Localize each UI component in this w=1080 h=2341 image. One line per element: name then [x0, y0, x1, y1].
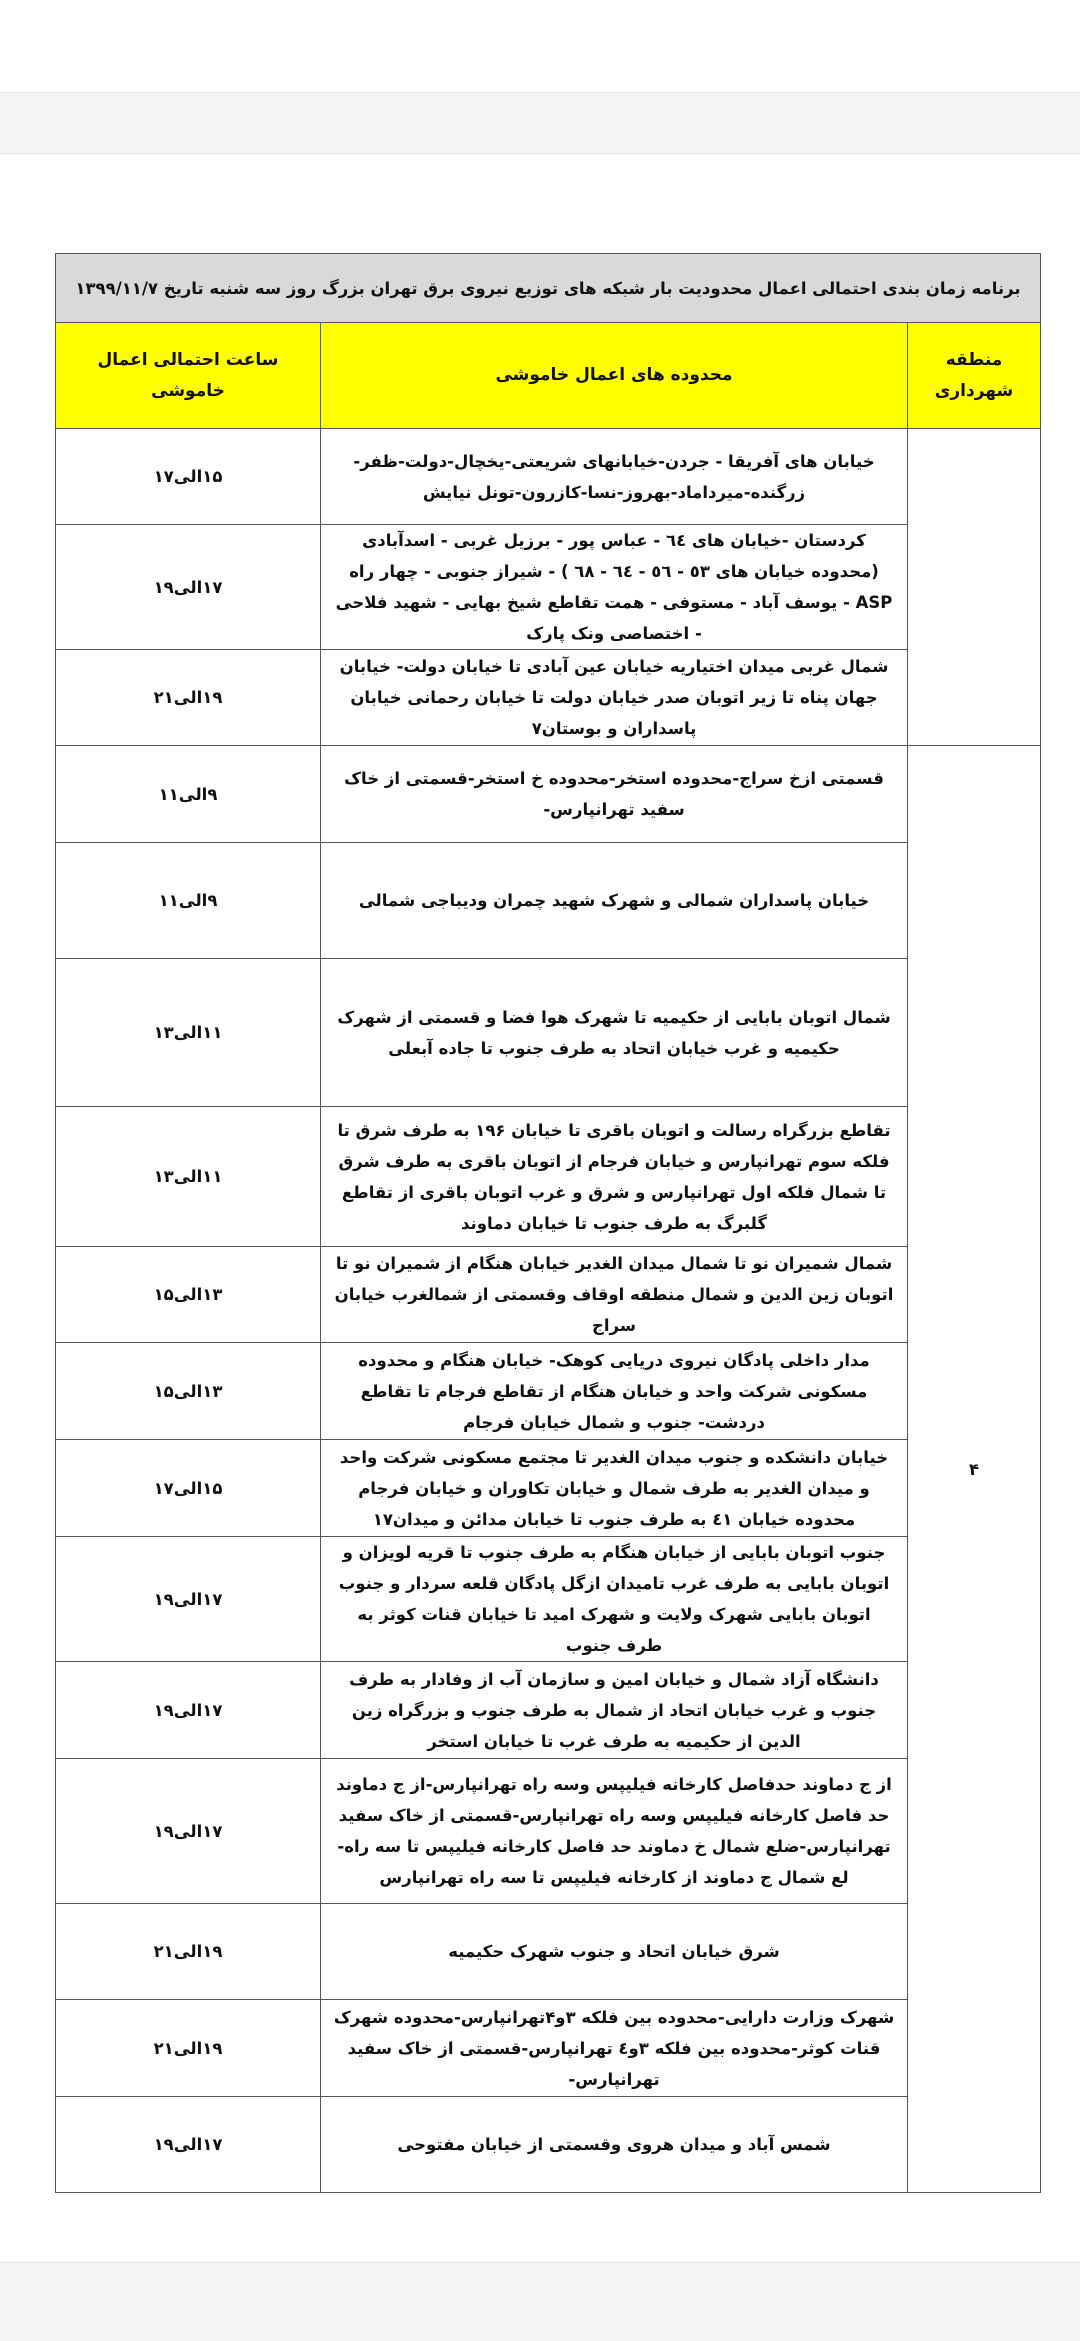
header-area: محدوده های اعمال خاموشی	[321, 323, 908, 429]
table-row	[56, 429, 1041, 525]
table-row	[56, 525, 1041, 650]
table-row	[56, 1662, 1041, 1759]
top-blank-area	[0, 0, 1080, 92]
time-cell: ۱۱الی۱۳	[56, 1107, 321, 1247]
time-cell: ۹الی۱۱	[56, 746, 321, 843]
time-cell: ۱۱الی۱۳	[56, 959, 321, 1107]
top-toolbar-band	[0, 92, 1080, 154]
document-page	[55, 253, 1040, 2193]
time-cell: ۱۳الی۱۵	[56, 1343, 321, 1440]
zone-cell: ۴	[908, 746, 1041, 2193]
table-row	[56, 650, 1041, 746]
time-cell: ۱۵الی۱۷	[56, 429, 321, 525]
table-title: برنامه زمان بندی احتمالی اعمال محدودیت بار شبکه های توزیع نیروی برق تهران بزرگ روز سه شنبه تاریخ ۱۳۹۹/۱۱/۷	[56, 254, 1041, 323]
table-row	[56, 1343, 1041, 1440]
time-cell: ۱۹الی۲۱	[56, 2000, 321, 2097]
table-row	[56, 843, 1041, 959]
table-row	[56, 1440, 1041, 1537]
time-cell: ۱۷الی۱۹	[56, 525, 321, 650]
area-cell: شهرک وزارت دارایی-محدوده بین فلکه ۳و۴تهرانپارس-محدوده شهرک قنات کوثر-محدوده بین فلکه ۳و٤ تهرانپارس-قسمتی از خاک سفید تهرانپارس-	[321, 2000, 908, 2097]
area-cell: شمال غربی میدان اختیاریه خیابان عین آبادی تا خیابان دولت- خیابان جهان پناه تا زیر اتوبان صدر خیابان دولت تا خیابان رحمانی خیابان پاسداران و بوستان۷	[321, 650, 908, 746]
table-row	[56, 1537, 1041, 1662]
table-title-row	[56, 254, 1041, 323]
table-row	[56, 1904, 1041, 2000]
outage-schedule-table	[55, 253, 1041, 2193]
table-row	[56, 1759, 1041, 1904]
table-header-row	[56, 323, 1041, 429]
time-cell: ۱۷الی۱۹	[56, 2097, 321, 2193]
area-cell: دانشگاه آزاد شمال و خیابان امین و سازمان آب از وفادار به طرف جنوب و غرب خیابان اتحاد از شمال به طرف جنوب و بزرگراه زین الدین از حکیمیه به طرف غرب تا خیابان استخر	[321, 1662, 908, 1759]
time-cell: ۹الی۱۱	[56, 843, 321, 959]
area-cell: از ج دماوند حدفاصل کارخانه فیلیپس وسه راه تهرانپارس-از ج دماوند حد فاصل کارخانه فیلیپس وسه راه تهرانپارس-قسمتی از خاک سفید تهرانپارس-ضلع شمال خ دماوند حد فاصل کارخانه فیلیپس تا سه راه-لع شمال ج دماوند از کارخانه فیلیپس تا سه راه تهرانپارس	[321, 1759, 908, 1904]
table-row	[56, 959, 1041, 1107]
area-cell: شرق خیابان اتحاد و جنوب شهرک حکیمیه	[321, 1904, 908, 2000]
time-cell: ۱۷الی۱۹	[56, 1759, 321, 1904]
table-row	[56, 2000, 1041, 2097]
area-cell: شمس آباد و میدان هروی وقسمتی از خیابان مفتوحی	[321, 2097, 908, 2193]
area-cell: جنوب اتوبان بابایی از خیابان هنگام به طرف جنوب تا قریه لویزان و اتوبان بابایی به طرف غرب تامیدان ازگل پادگان قلعه سردار و جنوب اتوبان بابایی شهرک ولایت و شهرک امید تا خیابان قنات کوثر به طرف جنوب	[321, 1537, 908, 1662]
bottom-toolbar-band	[0, 2262, 1080, 2341]
time-cell: ۱۷الی۱۹	[56, 1662, 321, 1759]
time-cell: ۱۹الی۲۱	[56, 650, 321, 746]
time-cell: ۱۹الی۲۱	[56, 1904, 321, 2000]
header-zone: منطقه شهرداری	[908, 323, 1041, 429]
area-cell: خیابان های آفریقا - جردن-خیابانهای شریعتی-یخچال-دولت-ظفر-زرگنده-میرداماد-بهروز-نسا-کازرون-تونل نیایش	[321, 429, 908, 525]
area-cell: خیابان دانشکده و جنوب میدان الغدیر تا مجتمع مسکونی شرکت واحد و میدان الغدیر به طرف شمال و خیابان تکاوران و خیابان فرجام محدوده خیابان ٤١ به طرف جنوب تا خیابان مدائن و میدان۱۷	[321, 1440, 908, 1537]
table-row	[56, 746, 1041, 843]
area-cell: شمال اتوبان بابایی از حکیمیه تا شهرک هوا فضا و قسمتی از شهرک حکیمیه و غرب خیابان اتحاد به طرف جنوب تا جاده آبعلی	[321, 959, 908, 1107]
area-cell: تقاطع بزرگراه رسالت و اتوبان باقری تا خیابان ۱۹۶ به طرف شرق تا فلکه سوم تهرانپارس و خیابان فرجام از اتوبان باقری به طرف شرق تا شمال فلکه اول تهرانپارس و شرق و غرب اتوبان باقری از تقاطع گلبرگ به طرف جنوب تا خیابان دماوند	[321, 1107, 908, 1247]
time-cell: ۱۳الی۱۵	[56, 1247, 321, 1343]
table-row	[56, 2097, 1041, 2193]
area-cell: قسمتی ازخ سراج-محدوده استخر-محدوده خ استخر-قسمتی از خاک سفید تهرانپارس-	[321, 746, 908, 843]
area-cell: خیابان پاسداران شمالی و شهرک شهید چمران ودیباجی شمالی	[321, 843, 908, 959]
table-row	[56, 1107, 1041, 1247]
area-cell: شمال شمیران نو تا شمال میدان الغدیر خیابان هنگام از شمیران نو تا اتوبان زین الدین و شمال منطقه اوقاف وقسمتی از شمالغرب خیابان سراج	[321, 1247, 908, 1343]
time-cell: ۱۵الی۱۷	[56, 1440, 321, 1537]
time-cell: ۱۷الی۱۹	[56, 1537, 321, 1662]
table-row	[56, 1247, 1041, 1343]
zone-cell-empty	[908, 429, 1041, 746]
area-cell: مدار داخلی پادگان نیروی دریایی کوهک- خیابان هنگام و محدوده مسکونی شرکت واحد و خیابان هنگام از تقاطع فرجام تا تقاطع دردشت- جنوب و شمال خیابان فرجام	[321, 1343, 908, 1440]
area-cell: کردستان -خیابان های ٦٤ - عباس پور - برزیل غربی - اسدآبادی (محدوده خیابان های ٥٣ - ٥٦ - ٦٤ - ٦٨ ) - شیراز جنوبی - چهار راه ASP - یوسف آباد - مستوفی - همت تقاطع شیخ بهایی - شهید فلاحی - اختصاصی ونک پارک	[321, 525, 908, 650]
header-time: ساعت احتمالی اعمال خاموشی	[56, 323, 321, 429]
